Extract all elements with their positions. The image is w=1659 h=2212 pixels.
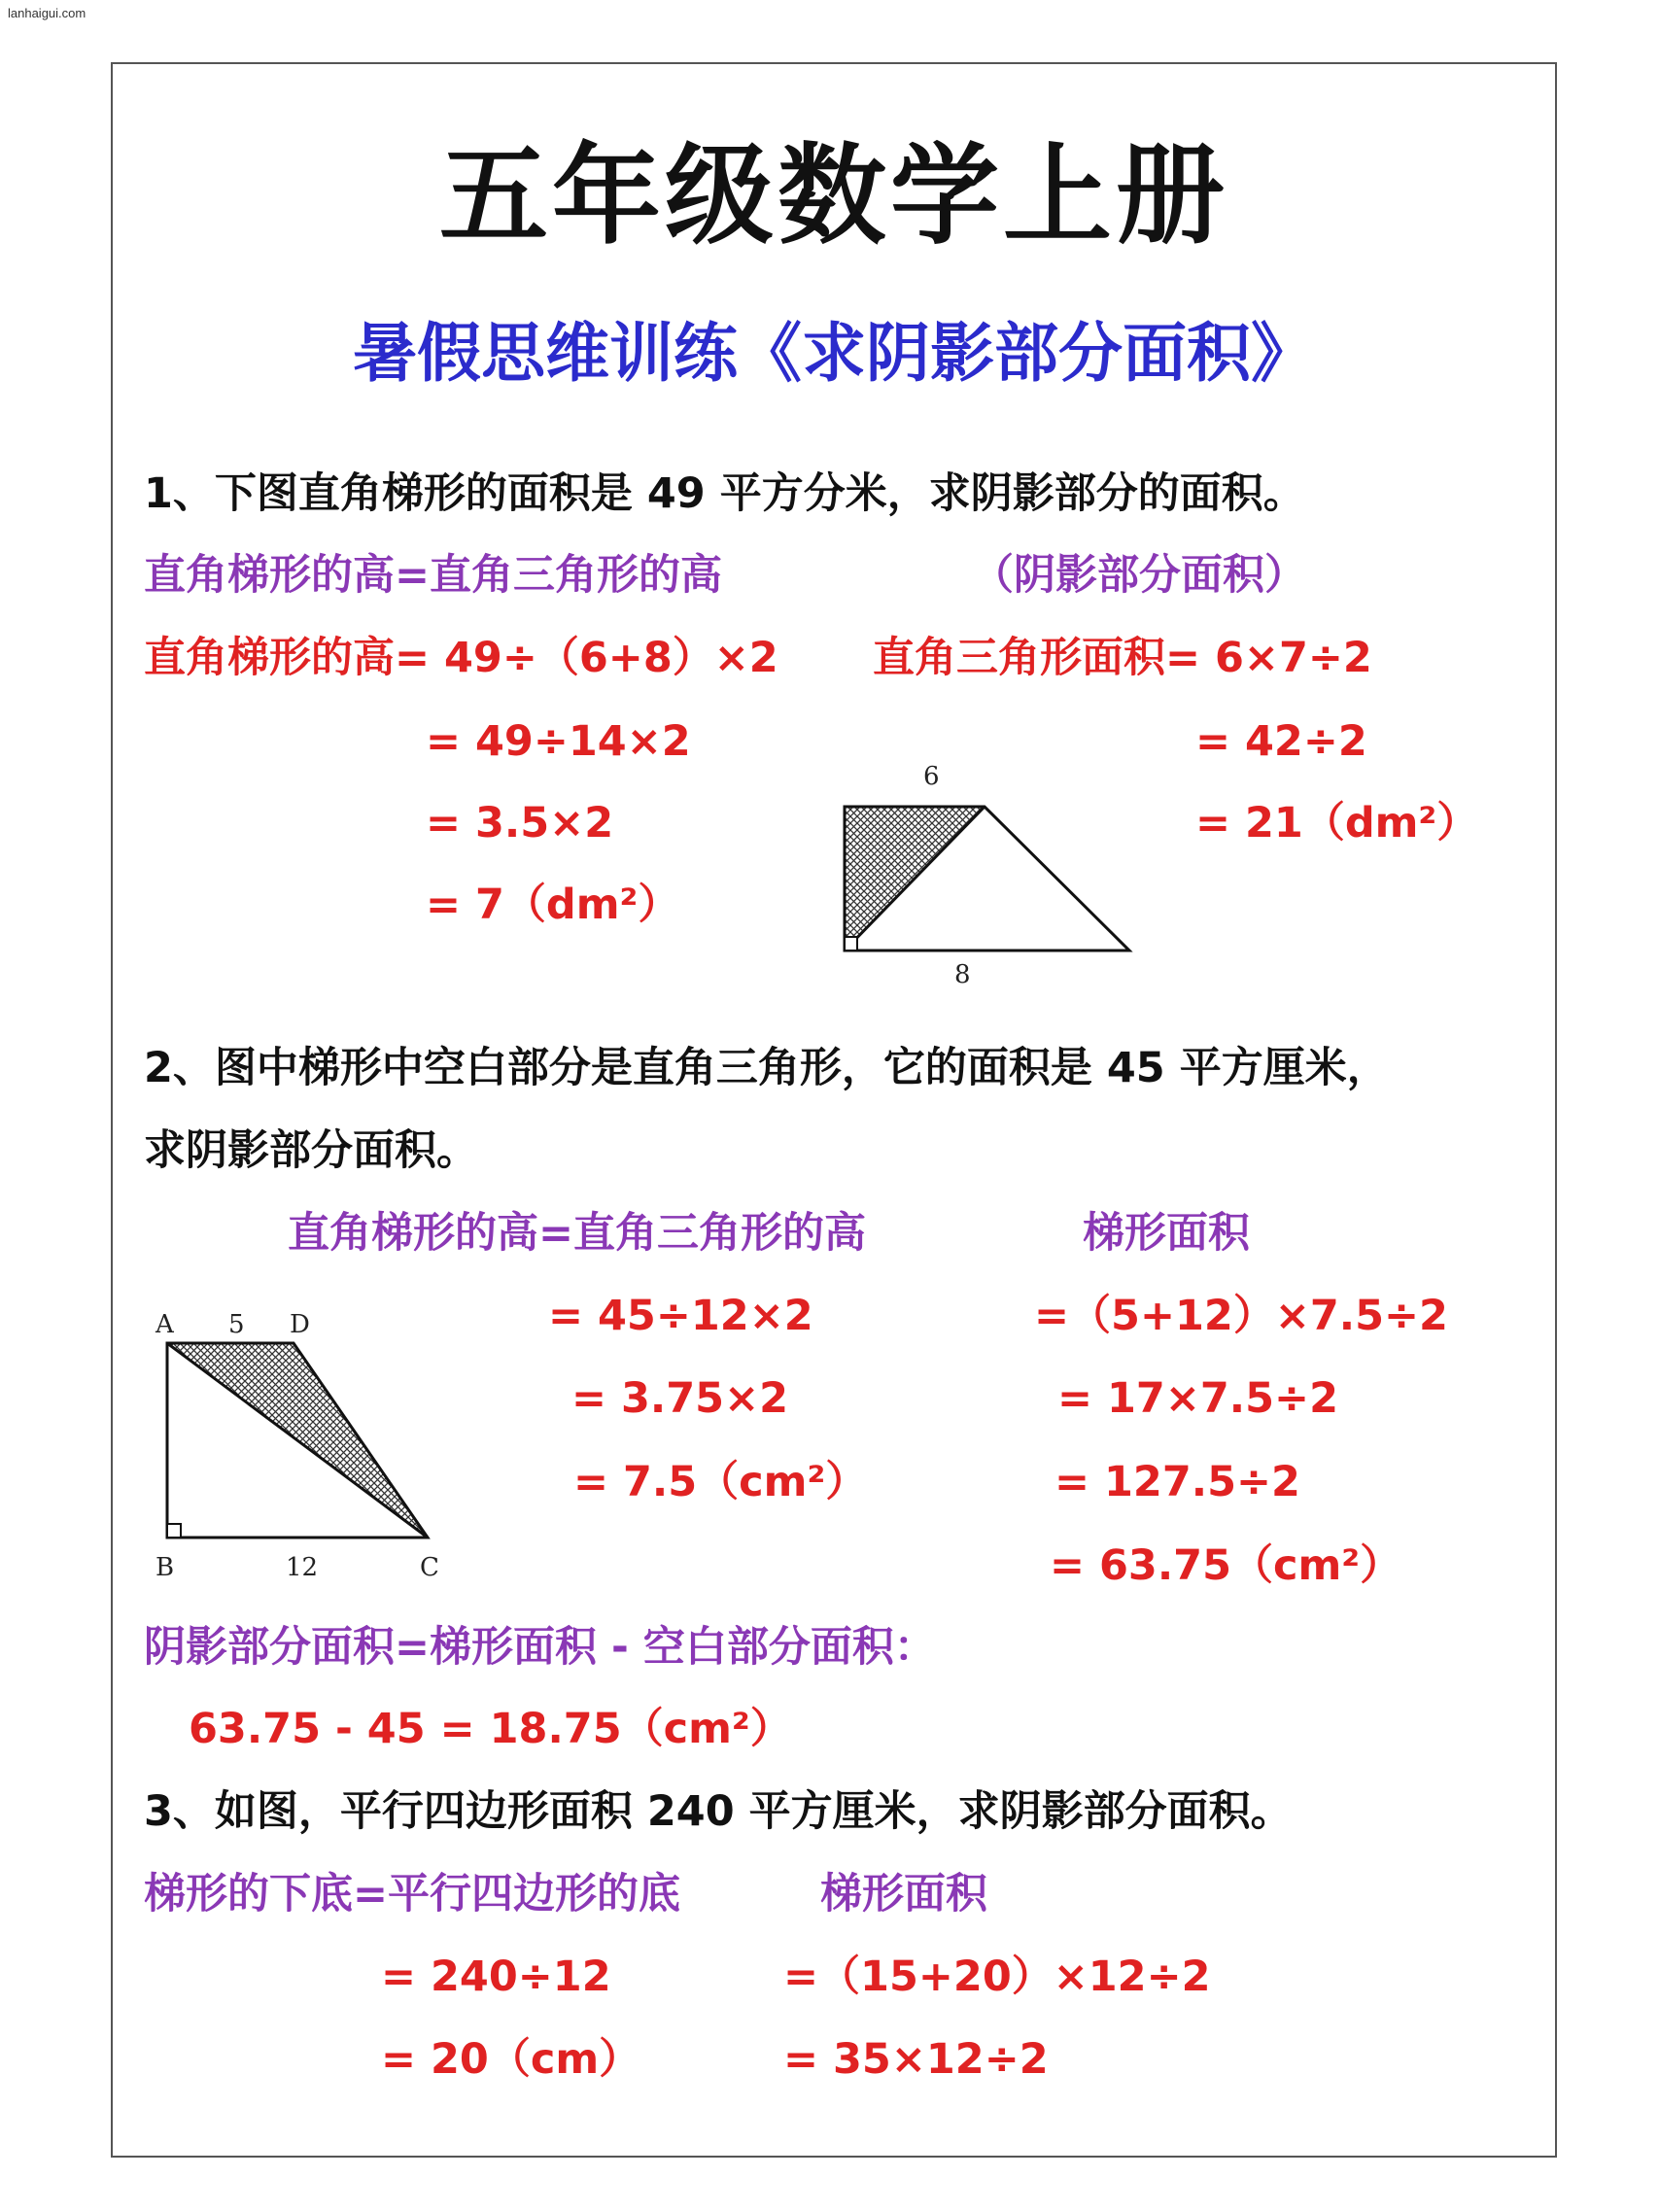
q2-left-calc-2: = 3.75×2 [571, 1374, 789, 1423]
q2-question-line2: 求阴影部分面积。 [144, 1126, 478, 1175]
q3-right-calc-1: =（15+20）×12÷2 [783, 1953, 1211, 2001]
q2-left-calc-3: = 7.5（cm²） [573, 1458, 868, 1506]
q3-right-note: 梯形面积 [820, 1870, 987, 1918]
q3-question: 3、如图，平行四边形面积 240 平方厘米，求阴影部分面积。 [144, 1787, 1293, 1836]
q3-left-calc-2: = 20（cm） [381, 2035, 641, 2084]
q2-fig-label-top: 5 [228, 1310, 245, 1339]
q1-fig-label-bottom: 8 [954, 960, 971, 989]
q1-question: 1、下图直角梯形的面积是 49 平方分米，求阴影部分的面积。 [144, 469, 1305, 518]
q3-right-calc-2: = 35×12÷2 [783, 2035, 1049, 2084]
page-title: 五年级数学上册 [439, 132, 1228, 259]
q2-right-calc-1: =（5+12）×7.5÷2 [1034, 1292, 1448, 1340]
q2-right-angle-mark [167, 1524, 181, 1538]
page-subtitle: 暑假思维训练《求阴影部分面积》 [353, 315, 1315, 391]
q3-left-note: 梯形的下底=平行四边形的底 [144, 1870, 681, 1918]
q1-right-note: （阴影部分面积） [972, 551, 1306, 600]
q1-right-calc-2: = 42÷2 [1195, 717, 1367, 766]
q2-left-calc-1: = 45÷12×2 [548, 1292, 813, 1340]
q2-fig-label-bottom: 12 [286, 1553, 319, 1582]
q2-question-line1: 2、图中梯形中空白部分是直角三角形，它的面积是 45 平方厘米， [144, 1044, 1389, 1092]
q2-right-calc-2: = 17×7.5÷2 [1057, 1374, 1338, 1423]
q1-left-calc-4: = 7（dm²） [426, 881, 680, 929]
q3-left-calc-1: = 240÷12 [381, 1953, 611, 2001]
q1-fig-label-top: 6 [923, 762, 940, 791]
q2-shade-formula: 阴影部分面积=梯形面积 - 空白部分面积： [144, 1623, 936, 1672]
q2-right-calc-3: = 127.5÷2 [1054, 1458, 1300, 1506]
watermark: lanhaigui.com [8, 6, 86, 20]
q2-fig-label-C: C [420, 1553, 439, 1582]
q1-right-calc-1: 直角三角形面积= 6×7÷2 [873, 634, 1372, 682]
q1-left-note: 直角梯形的高=直角三角形的高 [144, 551, 723, 600]
q1-right-calc-3: = 21（dm²） [1195, 799, 1479, 847]
q2-shade-result: 63.75 - 45 = 18.75（cm²） [189, 1705, 792, 1753]
q1-left-calc-1: 直角梯形的高= 49÷（6+8）×2 [144, 634, 778, 682]
q1-left-calc-2: = 49÷14×2 [426, 717, 691, 766]
q2-fig-label-B: B [156, 1553, 175, 1582]
q2-right-note: 梯形面积 [1083, 1209, 1250, 1258]
q2-fig-label-A: A [156, 1310, 174, 1339]
q2-fig-label-D: D [290, 1310, 310, 1339]
q2-left-note: 直角梯形的高=直角三角形的高 [288, 1209, 867, 1258]
q2-right-calc-4: = 63.75（cm²） [1050, 1541, 1402, 1590]
q1-left-calc-3: = 3.5×2 [426, 799, 614, 847]
